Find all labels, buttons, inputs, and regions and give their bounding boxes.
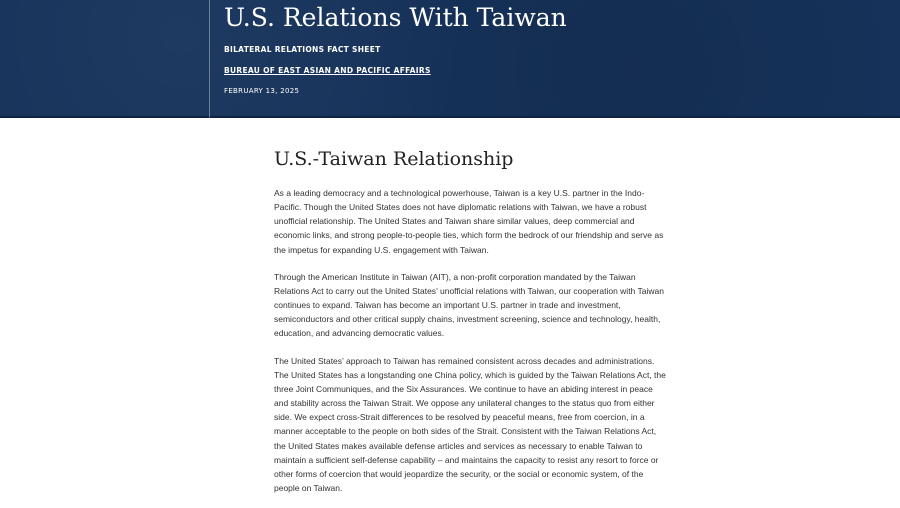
paragraph-1: As a leading democracy and a technological powerhouse, Taiwan is a key U.S. partner in the Indo-Pacific. Though the United States does not have diplomatic relations with Taiwan, we have a robust unofficial relationship. The United States and Taiwan share similar values, deep commercial and economic links, and strong people-to-people ties, which form the bedrock of our friendship and serve as the impetus for expanding U.S. engagement with Taiwan.	[274, 188, 664, 255]
page-title: U.S. Relations With Taiwan	[224, 3, 567, 32]
bureau-link[interactable]: BUREAU OF EAST ASIAN AND PACIFIC AFFAIRS	[224, 66, 431, 75]
fact-sheet-label: BILATERAL RELATIONS FACT SHEET	[224, 45, 381, 54]
paragraph-3: The United States’ approach to Taiwan has remained consistent across decades and administrations. The United States has a longstanding one China policy, which is guided by the Taiwan Relations Act, the three Joint Communiques, and the Six Assurances. We continue to have an abiding interest in peace and stability across the Taiwan Strait. We oppose any unilateral changes to the status quo from either side. We expect cross-Strait differences to be resolved by peaceful means, free from coercion, in a manner acceptable to the people on both sides of the Strait. Consistent with the Taiwan Relations Act, the United States makes available defense articles and services as necessary to enable Taiwan to maintain a sufficient self-defense capability – and maintains the capacity to resist any resort to force or other forms of coercion that would jeopardize the security, or the social or economic system, of the people on Taiwan.	[274, 355, 666, 493]
article-body	[274, 146, 666, 508]
header-divider	[209, 0, 210, 118]
publish-date: FEBRUARY 13, 2025	[224, 87, 300, 95]
paragraph-2: Through the American Institute in Taiwan (AIT), a non-profit corporation mandated by the Taiwan Relations Act to carry out the United States’ unofficial relations with Taiwan, our cooperation with Taiwan continues to expand. Taiwan has become an important U.S. partner in trade and investment, semiconductors and other critical supply chains, investment screening, science and technology, health, education, and advancing democratic values.	[274, 271, 664, 339]
page-header-banner	[0, 0, 900, 118]
section-heading: U.S.-Taiwan Relationship	[274, 148, 514, 170]
